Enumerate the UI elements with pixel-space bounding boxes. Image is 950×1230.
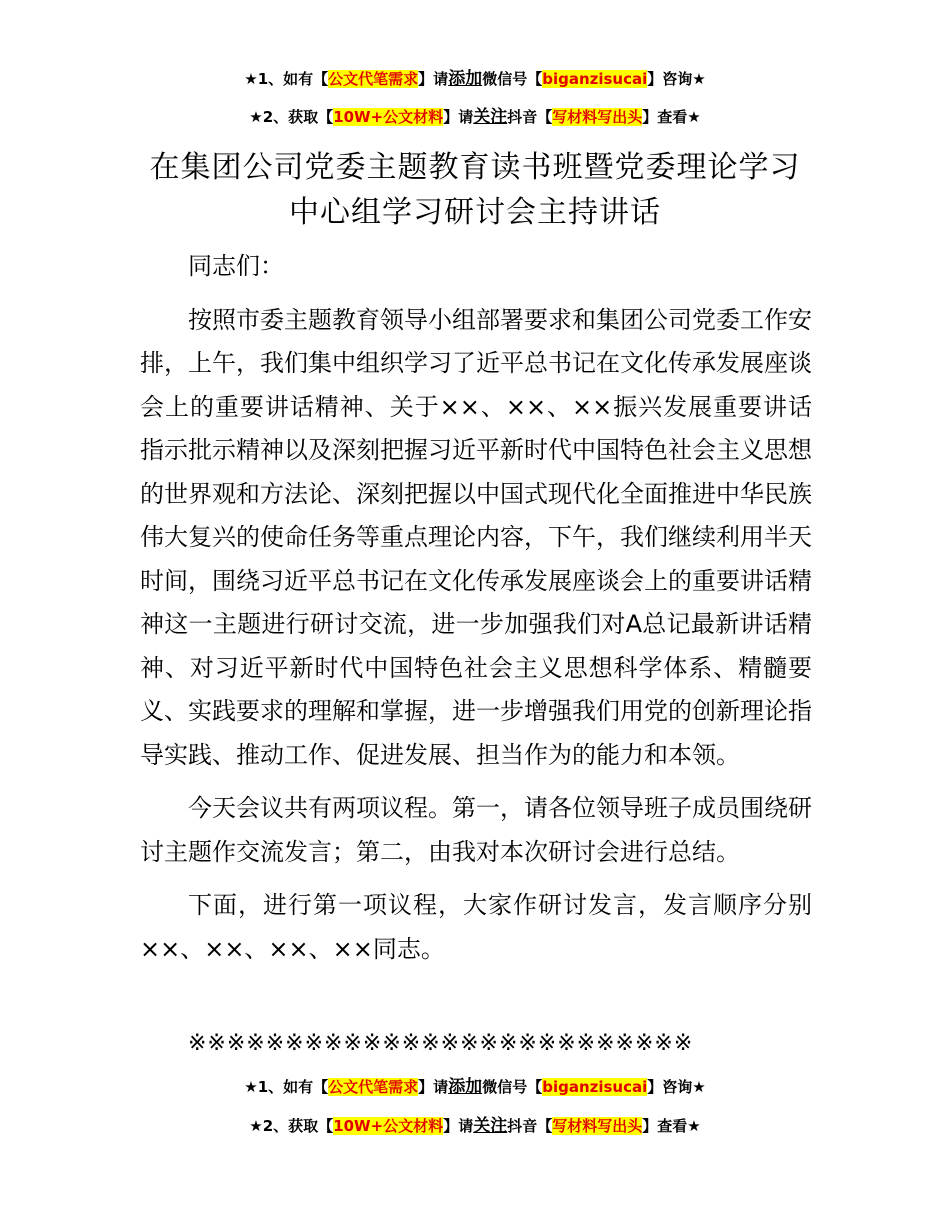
header-banner-line-1 [0, 68, 950, 90]
banner-text: 微信号【 [482, 70, 543, 88]
header-banner-line-2 [0, 106, 950, 128]
banner-highlight: 写材料写出头 [552, 108, 643, 126]
document-body [140, 245, 812, 981]
banner-text: ★2、获取【 [249, 108, 334, 126]
banner-text: 】查看★ [642, 108, 701, 126]
banner-text: ★1、如有【 [244, 70, 329, 88]
banner-text: 】请 [443, 108, 474, 126]
banner-underline: 添加 [448, 1077, 483, 1097]
footer-banner-line-2 [0, 1115, 950, 1137]
banner-underline: 关注 [473, 107, 508, 127]
paragraph: 下面，进行第一项议程，大家作研讨发言，发言顺序分别××、××、××、××同志。 [140, 891, 812, 963]
banner-text: ★2、获取【 [249, 1117, 334, 1135]
banner-highlight: 写材料写出头 [552, 1117, 643, 1135]
banner-text: 】咨询★ [647, 70, 706, 88]
paragraph: 按照市委主题教育领导小组部署要求和集团公司党委工作安排，上午，我们集中组织学习了近平总书记在文化传承发展座谈会上的重要讲话精神、关于××、××、××振兴发展重要讲话指示批示精神以及深刻把握习近平新时代中国特色社会主义思想的世界观和方法论、深刻把握以中国式现代化全面推进中华民族伟大复兴的使命任务等重点理论内容，下午，我们继续利用半天时间，围绕习近平总书记在文化传承发展座谈会上的重要讲话精神这一主题进行研讨交流，进一步加强我们对A总记最新讲话精神、对习近平新时代中国特色社会主义思想科学体系、精髓要义、实践要求的理解和掌握，进一步增强我们用党的创新理论指导实践、推动工作、促进发展、担当作为的能力和本领。 [140, 305, 812, 769]
banner-highlight: 10W+公文材料 [333, 1117, 444, 1135]
banner-underline: 添加 [448, 69, 483, 89]
banner-text: 抖音【 [507, 108, 553, 126]
banner-text: 微信号【 [482, 1078, 543, 1096]
banner-highlight: biganzisucai [542, 70, 648, 88]
separator-line: ※※※※※※※※※※※※※※※※※※※※※※※※※※ [188, 1031, 694, 1056]
banner-text: 】查看★ [642, 1117, 701, 1135]
banner-highlight: 10W+公文材料 [333, 108, 444, 126]
banner-underline: 关注 [473, 1116, 508, 1136]
banner-text: ★1、如有【 [244, 1078, 329, 1096]
salutation: 同志们： [188, 252, 284, 280]
banner-text: 】请 [443, 1117, 474, 1135]
banner-text: 抖音【 [507, 1117, 553, 1135]
banner-highlight: biganzisucai [542, 1078, 648, 1096]
banner-text: 】咨询★ [647, 1078, 706, 1096]
document-title: 在集团公司党委主题教育读书班暨党委理论学习中心组学习研讨会主持讲话 [149, 150, 801, 230]
banner-highlight: 公文代笔需求 [328, 1078, 419, 1096]
paragraph: 今天会议共有两项议程。第一，请各位领导班子成员围绕研讨主题作交流发言；第二，由我对本次研讨会进行总结。 [140, 794, 812, 866]
banner-text: 】请 [418, 70, 449, 88]
footer-banner-line-1 [0, 1076, 950, 1098]
banner-highlight: 公文代笔需求 [328, 70, 419, 88]
banner-text: 】请 [418, 1078, 449, 1096]
